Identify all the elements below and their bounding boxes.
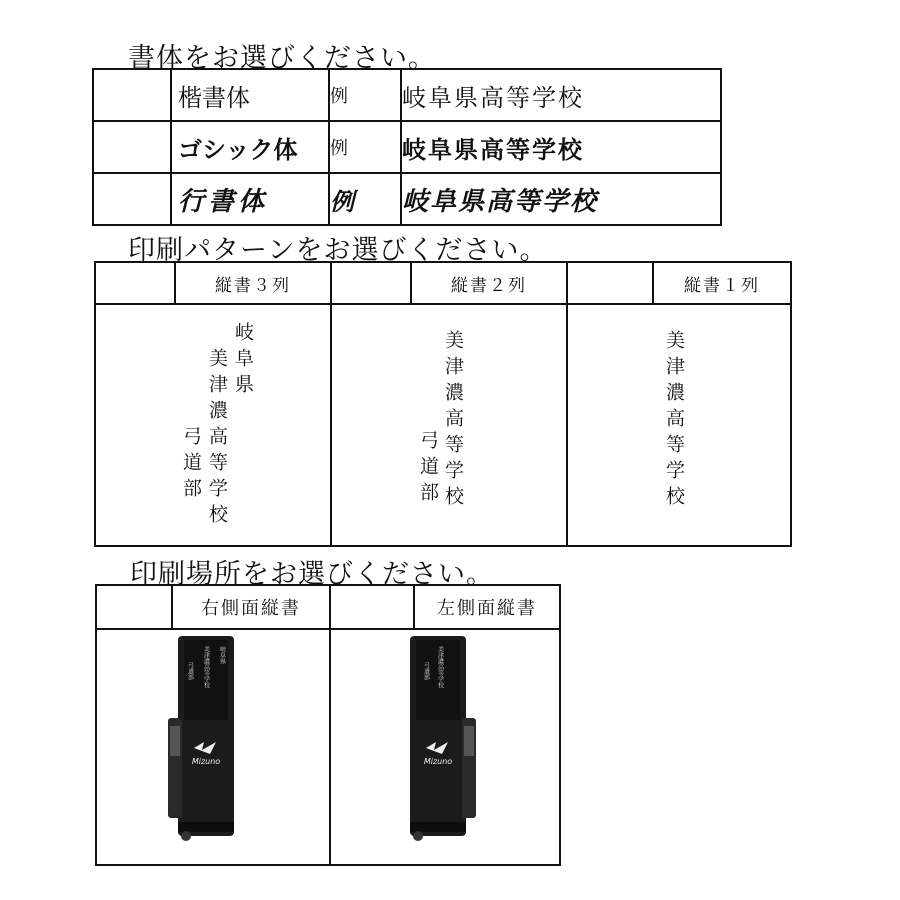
bag-left-brand: Mizuno xyxy=(423,757,453,766)
font-gothic-sample: 岐阜県高等学校 xyxy=(401,121,721,173)
font-gothic-checkbox[interactable] xyxy=(93,121,171,173)
font-gyosho-example-label: 例 xyxy=(329,173,401,225)
font-gyosho-checkbox[interactable] xyxy=(93,173,171,225)
pattern-1col-line-1: 美津濃 xyxy=(663,330,685,408)
bag-right-image xyxy=(158,632,248,842)
pattern-2col-checkbox[interactable] xyxy=(331,262,411,304)
font-gothic-name: ゴシック体 xyxy=(178,135,298,164)
pattern-3col-label: 縦書３列 xyxy=(175,262,331,304)
font-options-table xyxy=(92,68,722,226)
location-left-label: 左側面縦書 xyxy=(414,585,560,629)
font-kaisho-checkbox[interactable] xyxy=(93,69,171,121)
pattern-2col-label: 縦書２列 xyxy=(411,262,567,304)
bag-left-line-1: 美津濃高等学校 xyxy=(436,646,444,688)
location-section-heading: 印刷場所をお選びください。 xyxy=(130,559,494,590)
pattern-1col-checkbox[interactable] xyxy=(567,262,653,304)
pattern-3col-checkbox[interactable] xyxy=(95,262,175,304)
bag-right-line-1: 岐阜県 xyxy=(218,646,226,664)
font-gothic-example-label: 例 xyxy=(329,121,401,173)
bag-right-line-3: 弓道部 xyxy=(186,662,194,680)
pattern-3col-line-4: 弓道部 xyxy=(180,426,202,504)
location-right-checkbox[interactable] xyxy=(96,585,172,629)
pattern-3col-line-1: 岐阜県 xyxy=(232,322,254,400)
pattern-1col-label: 縦書１列 xyxy=(653,262,791,304)
font-kaisho-sample: 岐阜県高等学校 xyxy=(401,69,721,121)
pattern-section-heading: 印刷パターンをお選びください。 xyxy=(128,235,548,266)
font-kaisho-example-label: 例 xyxy=(329,69,401,121)
bag-right-line-2: 美津濃高等学校 xyxy=(202,646,210,688)
pattern-2col-line-1: 美津濃 xyxy=(442,330,464,408)
font-option-gyosho xyxy=(93,173,721,225)
font-section-heading: 書体をお選びください。 xyxy=(128,43,436,74)
font-kaisho-name: 楷書体 xyxy=(178,83,250,112)
bag-left-line-2: 弓道部 xyxy=(422,662,430,680)
pattern-3col-line-3: 高等学校 xyxy=(206,426,228,530)
pattern-3col-line-2: 美津濃 xyxy=(206,348,228,426)
location-left-checkbox[interactable] xyxy=(330,585,414,629)
pattern-2col-line-3: 弓道部 xyxy=(417,430,439,508)
pattern-1col-line-2: 高等学校 xyxy=(663,408,685,512)
bag-left-image xyxy=(396,632,486,842)
font-gyosho-sample: 岐阜県高等学校 xyxy=(401,173,721,225)
font-gyosho-name: 行書体 xyxy=(178,186,269,217)
bag-right-brand: Mizuno xyxy=(191,757,221,766)
font-option-kaisho xyxy=(93,69,721,121)
location-right-label: 右側面縦書 xyxy=(172,585,330,629)
font-option-gothic xyxy=(93,121,721,173)
pattern-2col-line-2: 高等学校 xyxy=(442,408,464,512)
